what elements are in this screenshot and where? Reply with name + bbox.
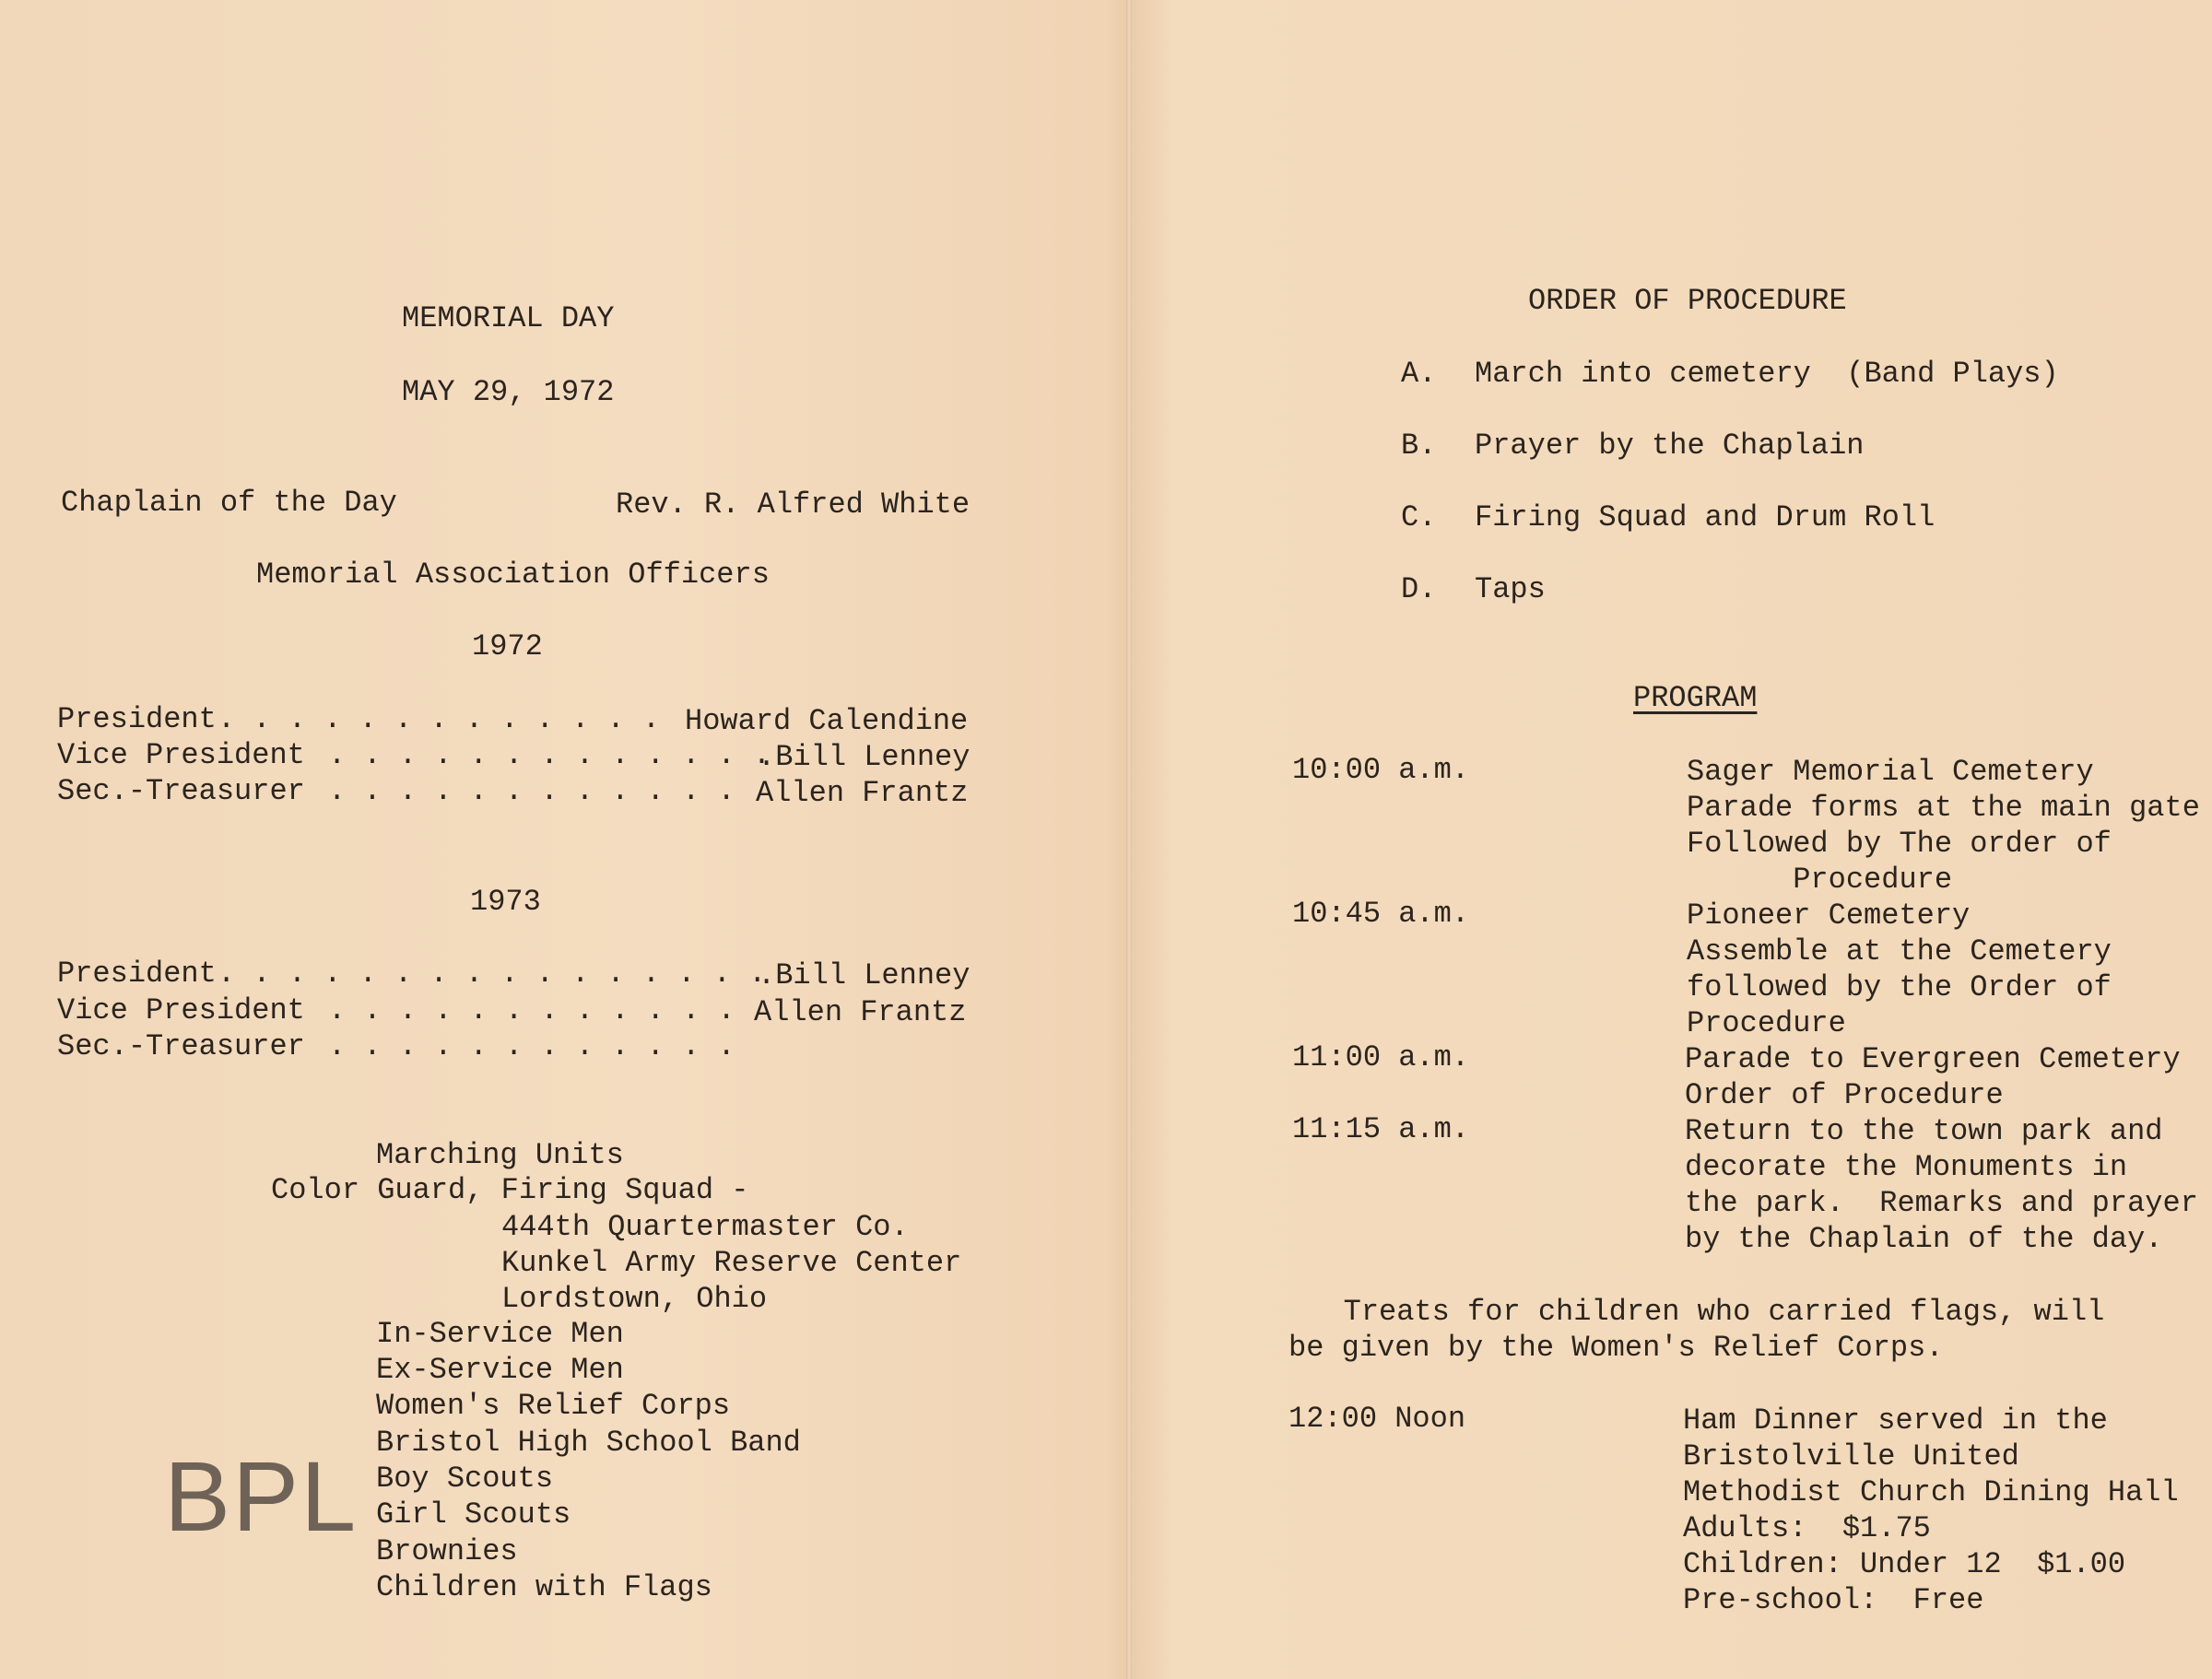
chaplain-label: Chaplain of the Day [61,486,397,520]
unit-item: In-Service Men [376,1317,624,1351]
dot-leader: . . . . . . . . . . . . . . . . [218,957,767,991]
chaplain-name: Rev. R. Alfred White [616,487,971,522]
dot-leader: . . . . . . . . . . . . [328,1029,735,1063]
program-heading: PROGRAM [1633,681,1758,715]
unit-item: Women's Relief Corps [376,1389,731,1423]
procedure-text: Taps [1475,572,1546,606]
year-1972: 1972 [472,629,543,663]
procedure-text: Firing Squad and Drum Roll [1475,500,1936,534]
treats-line: Treats for children who carried flags, will [1290,1295,2105,1329]
procedure-text: March into cemetery (Band Plays) [1475,357,2059,391]
marching-heading: Marching Units [376,1138,624,1172]
officer-name: Allen Frantz [754,995,967,1029]
officer-role: Vice President [57,993,305,1027]
unit-item: Children with Flags [376,1570,712,1604]
officer-role: President [57,957,217,991]
program-time: 10:00 a.m. [1292,753,1470,787]
procedure-text: Prayer by the Chaplain [1475,429,1865,463]
procedure-letter: C. [1401,500,1437,534]
program-time: 11:00 a.m. [1292,1040,1470,1074]
program-line: Bristolville United [1683,1439,2019,1474]
dot-leader: . . . . . . . . . . . . [328,774,735,808]
procedure-letter: A. [1401,357,1437,391]
program-line: Procedure [1687,863,1953,897]
event-date: MAY 29, 1972 [402,375,615,409]
officers-heading: Memorial Association Officers [256,558,770,592]
program-line: Pioneer Cemetery [1687,898,1971,933]
program-line: decorate the Monuments in [1685,1150,2128,1184]
officer-role: President [57,702,217,736]
dot-leader: . . . . . . . . . . . . . [328,738,771,772]
program-line: Adults: $1.75 [1683,1511,1931,1545]
officer-name: .Bill Lenney [758,740,971,774]
unit-item: Girl Scouts [376,1497,571,1532]
treats-line: be given by the Women's Relief Corps. [1288,1331,1944,1365]
program-line: Children: Under 12 $1.00 [1683,1547,2126,1581]
program-line: Assemble at the Cemetery [1687,934,2112,969]
program-line: Return to the town park and [1685,1114,2163,1148]
officer-role: Sec.-Treasurer [57,1029,305,1063]
program-time: 11:15 a.m. [1292,1112,1470,1146]
procedure-letter: B. [1401,429,1437,463]
program-line: Ham Dinner served in the [1683,1403,2108,1438]
unit-detail: 444th Quartermaster Co. [501,1210,909,1244]
unit-detail: Kunkel Army Reserve Center [501,1246,962,1280]
program-line: by the Chaplain of the day. [1685,1222,2163,1256]
procedure-heading: ORDER OF PROCEDURE [1528,284,1847,318]
program-time: 10:45 a.m. [1292,897,1470,931]
program-line: Pre-school: Free [1683,1583,1984,1617]
dot-leader: . . . . . . . . . . . . . [218,702,661,736]
unit-item: Ex-Service Men [376,1353,624,1387]
program-line: Procedure [1687,1006,1846,1040]
officer-name: Howard Calendine [685,704,969,738]
title: MEMORIAL DAY [402,301,615,335]
officer-role: Sec.-Treasurer [57,774,305,808]
dot-leader: . . . . . . . . . . . . [328,993,735,1027]
program-line: Parade forms at the main gate [1687,791,2200,825]
program-line: followed by the Order of [1687,970,2112,1004]
watermark: BPL [164,1440,359,1552]
program-line: Parade to Evergreen Cemetery [1685,1042,2181,1076]
program-line: Sager Memorial Cemetery [1687,755,2094,789]
unit-detail: Lordstown, Ohio [501,1282,768,1316]
program-line: the park. Remarks and prayer [1685,1186,2198,1220]
procedure-letter: D. [1401,572,1437,606]
program-line: Followed by The order of [1687,827,2112,861]
center-fold [1126,0,1132,1679]
program-line: Methodist Church Dining Hall [1683,1475,2179,1509]
program-line: Order of Procedure [1685,1078,2004,1112]
unit-item: Brownies [376,1534,518,1568]
year-1973: 1973 [470,885,541,919]
officer-name: .Bill Lenney [758,958,971,992]
program-time: 12:00 Noon [1288,1402,1466,1436]
color-guard: Color Guard, Firing Squad - [271,1173,749,1207]
unit-item: Boy Scouts [376,1462,554,1496]
officer-name: Allen Frantz [756,776,969,810]
officer-role: Vice President [57,738,305,772]
unit-item: Bristol High School Band [376,1426,801,1460]
